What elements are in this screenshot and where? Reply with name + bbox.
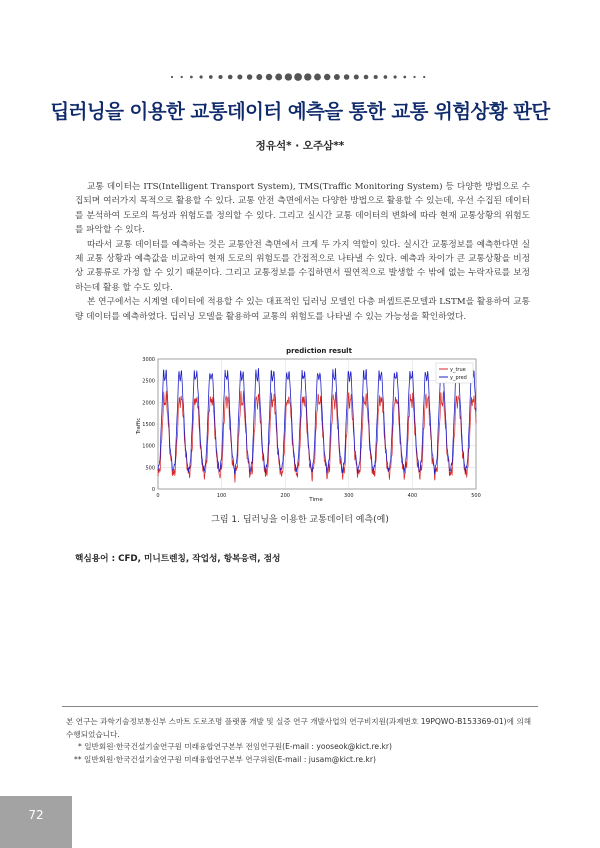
prediction-chart	[136, 344, 492, 502]
decorative-dot	[285, 73, 292, 80]
decorative-dot	[314, 74, 321, 81]
decorative-dot	[384, 75, 388, 79]
decorative-dot	[247, 74, 253, 80]
decorative-dot	[228, 75, 233, 80]
decorative-dot	[374, 75, 378, 79]
x-tick-label: 300	[344, 493, 354, 499]
decorative-dot	[413, 76, 415, 78]
decorative-dot	[200, 75, 203, 78]
x-axis-label: Time	[309, 497, 323, 502]
y-tick-label: 0	[151, 487, 155, 493]
x-tick-label: 100	[216, 493, 227, 499]
y-tick-label: 1000	[142, 443, 155, 450]
decorative-dot	[394, 75, 397, 78]
keywords: 핵심용어 : CFD, 미니트렌칭, 작업성, 항복응력, 점성	[75, 554, 281, 564]
paragraph: 따라서 교통 데이터를 예측하는 것은 교통안전 측면에서 크게 두 가지 역할이 있다. 실시간 교통정보를 예측한다면 실제 교통 상황과 예측값을 비교하여 현재 도로의 위험도를 간접적으로 나타낼 수 있다. 예측과 차이가 큰 교통상황을 비정상 교통류로 가정 할 수 있기 때문이다. 그리고 교통정보를 수집하면서 필연적으로 발생할 수 밖에 없는 누락자료를 보정하는데 활용 할 수도 있다.	[75, 239, 530, 293]
footnote-author2: ** 일반회원·한국건설기술연구원 미래융합연구본부 연구위원(E-mail : jusam@kict.re.kr)	[74, 754, 376, 764]
decorative-dot	[294, 73, 302, 81]
y-axis-label: Traffic	[136, 417, 142, 435]
figure-caption: 그림 1. 딥러닝을 이용한 교통데이터 예측(예)	[211, 515, 389, 525]
decorative-dot	[190, 76, 193, 79]
x-tick-label: 200	[280, 493, 290, 499]
footnote-funding: 본 연구는 과학기술정보통신부 스마트 도로조명 플랫폼 개발 및 실증 연구 개발사업의 연구비지원(과제번호 19PQWO-B153369-01)에 의해 수행되었습니다.	[66, 717, 532, 739]
decorative-dot	[354, 74, 359, 79]
footnote-divider	[62, 706, 538, 707]
decorative-dot	[275, 74, 282, 81]
legend-label: y_pred	[450, 375, 467, 381]
decorative-dot	[423, 76, 425, 78]
x-tick-label: 400	[407, 493, 418, 499]
x-tick-label: 500	[471, 493, 481, 499]
decorative-dot	[171, 76, 173, 78]
decorative-dot	[324, 74, 330, 80]
footnotes	[66, 716, 536, 766]
decorative-dot	[218, 75, 222, 79]
y-tick-label: 1500	[142, 422, 155, 428]
y-tick-label: 3000	[142, 357, 155, 363]
page-number-box	[0, 796, 72, 848]
decorative-dot	[237, 74, 242, 79]
paragraph: 본 연구에서는 시계열 데이터에 적용할 수 있는 대표적인 딥러닝 모델인 다층 퍼셉트론모델과 LSTM을 활용하여 교통량 데이터를 예측하였다. 딥러닝 모델을 활용하여 교통의 위험도를 나타낼 수 있는 가능성을 확인하였다.	[75, 297, 530, 322]
y-tick-label: 2500	[142, 378, 155, 385]
decorative-dot	[344, 74, 350, 80]
decorative-dot	[181, 76, 183, 78]
decorative-dot	[334, 74, 340, 80]
decorative-dot	[266, 74, 272, 80]
body-text	[75, 180, 530, 324]
decorative-dot	[403, 76, 406, 79]
decorative-dot	[256, 74, 262, 80]
decorative-dot	[304, 73, 311, 80]
paper-title: 딥러닝을 이용한 교통데이터 예측을 통한 교통 위험상황 판단	[50, 100, 550, 123]
paragraph: 교통 데이터는 ITS(Intelligent Transport System), TMS(Traffic Monitoring System) 등 다양한 방법으로 수집되며 여러가지 목적으로 활용할 수 있다. 교통 안전 측면에서는 다양한 방법으로 활용할 수 있는데, 우선 수집된 데이터를 분석하여 도로의 특성과 위험도를 정의할 수 있다. 그리고 실시간 교통 데이터의 변화에 따라 현재 교통상황의 위험도를 파악할 수 있다.	[75, 182, 530, 236]
page-number: 72	[28, 808, 44, 822]
y-tick-label: 500	[145, 465, 155, 472]
decorative-dot	[209, 75, 213, 79]
legend-label: y_true	[450, 367, 466, 373]
footnote-author1: * 일반회원·한국건설기술연구원 미래융합연구본부 전임연구원(E-mail : yooseok@kict.re.kr)	[78, 742, 392, 751]
chart-title: prediction result	[286, 347, 352, 355]
x-tick-label: 0	[156, 493, 160, 499]
authors: 정유석* · 오주삼**	[255, 140, 345, 152]
y-tick-label: 2000	[142, 400, 155, 407]
decorative-dot	[364, 75, 369, 80]
decorative-dots	[168, 70, 432, 84]
